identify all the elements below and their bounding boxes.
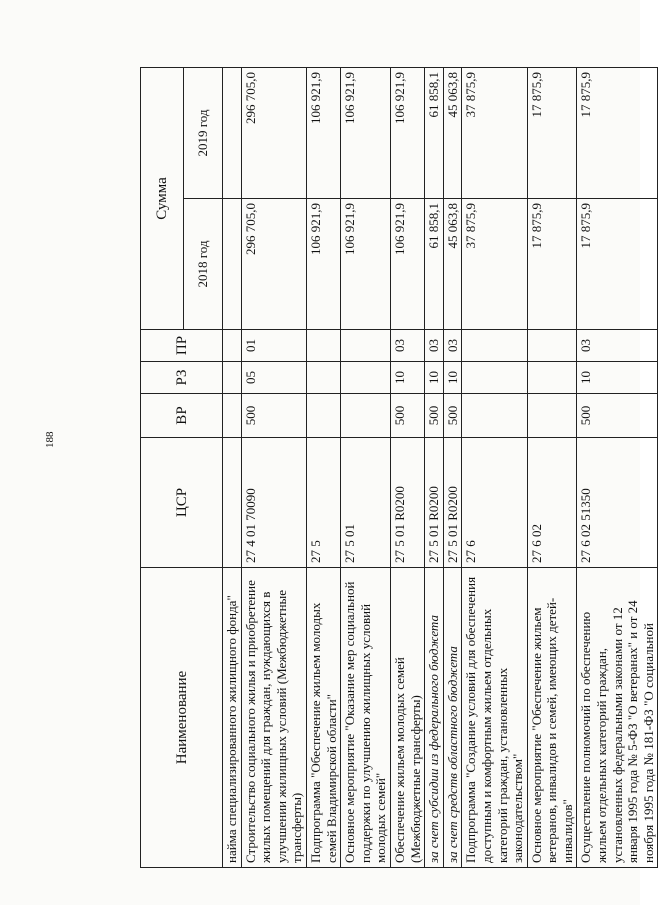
row-csr: 27 5 01 R0200 (443, 438, 462, 568)
row-sum-2019: 17 875,9 (527, 67, 577, 198)
row-name: за счет субсидии из федерального бюджета (425, 568, 444, 868)
row-sum-2019: 45 063,8 (443, 67, 462, 198)
row-vr: 500 (443, 394, 462, 438)
header-sum: Сумма (141, 67, 184, 329)
row-vr (223, 394, 242, 438)
row-sum-2019: 61 858,1 (425, 67, 444, 198)
row-rz (223, 362, 242, 394)
row-csr: 27 6 (462, 438, 527, 568)
table-row (306, 67, 340, 867)
row-pr: 03 (577, 330, 658, 362)
header-2018: 2018 год (184, 199, 223, 330)
row-csr: 27 5 (306, 438, 340, 568)
row-sum-2019: 296 705,0 (241, 67, 306, 198)
table-row (462, 67, 527, 867)
row-rz: 10 (577, 362, 658, 394)
row-rz (341, 362, 391, 394)
row-rz: 10 (390, 362, 424, 394)
row-csr: 27 5 01 (341, 438, 391, 568)
table-row (425, 67, 444, 867)
row-csr: 27 4 01 70090 (241, 438, 306, 568)
row-sum-2018: 17 875,9 (577, 199, 658, 330)
header-2019: 2019 год (184, 67, 223, 198)
table-row (443, 67, 462, 867)
row-sum-2018: 17 875,9 (527, 199, 577, 330)
table-row (577, 67, 658, 867)
row-sum-2018: 106 921,9 (341, 199, 391, 330)
row-sum-2018: 106 921,9 (306, 199, 340, 330)
row-csr (223, 438, 242, 568)
row-pr (527, 330, 577, 362)
row-csr: 27 5 01 R0200 (390, 438, 424, 568)
row-vr (306, 394, 340, 438)
row-sum-2019: 106 921,9 (306, 67, 340, 198)
row-name: Основное мероприятие "Оказание мер социальной поддержки по улучшению жилищных условий молодых семей" (341, 568, 391, 868)
row-sum-2018: 37 875,9 (462, 199, 527, 330)
budget-table-wrapper (140, 68, 656, 868)
table-row (241, 67, 306, 867)
row-sum-2018: 61 858,1 (425, 199, 444, 330)
row-name: Подпрограмма "Создание условий для обеспечения доступным и комфортным жильем отдельных категорий граждан, установленных законодательством" (462, 568, 527, 868)
row-name: Строительство социального жилья и приобретение жилых помещений для граждан, нуждающихся в улучшении жилищных условий (Межбюджетные трансферты) (241, 568, 306, 868)
row-sum-2019: 37 875,9 (462, 67, 527, 198)
row-vr: 500 (425, 394, 444, 438)
row-csr: 27 5 01 R0200 (425, 438, 444, 568)
row-pr (341, 330, 391, 362)
table-row (223, 67, 242, 867)
row-vr: 500 (577, 394, 658, 438)
row-pr: 03 (443, 330, 462, 362)
row-rz (462, 362, 527, 394)
header-pr: ПР (141, 330, 223, 362)
row-name: за счет средств областного бюджета (443, 568, 462, 868)
row-rz: 10 (443, 362, 462, 394)
row-csr: 27 6 02 (527, 438, 577, 568)
row-sum-2018 (223, 199, 242, 330)
row-pr: 01 (241, 330, 306, 362)
page-number: 188 (44, 431, 56, 448)
header-rz: РЗ (141, 362, 223, 394)
row-pr: 03 (390, 330, 424, 362)
row-rz: 05 (241, 362, 306, 394)
row-name: Осуществление полномочий по обеспечению жильем отдельных категорий граждан, установленных федеральными законами от 12 января 1995 года № 5-ФЗ "О ветеранах" и от 24 ноября 1995 года № 181-ФЗ "О социальной (577, 568, 658, 868)
table-row (341, 67, 391, 867)
row-name: Обеспечение жильем молодых семей (Межбюджетные трансферты) (390, 568, 424, 868)
header-csr: ЦСР (141, 438, 223, 568)
row-sum-2019: 106 921,9 (341, 67, 391, 198)
row-sum-2018: 106 921,9 (390, 199, 424, 330)
row-rz (527, 362, 577, 394)
header-name: Наименование (141, 568, 223, 868)
row-pr (223, 330, 242, 362)
row-sum-2018: 296 705,0 (241, 199, 306, 330)
row-pr (462, 330, 527, 362)
budget-table (140, 67, 658, 868)
row-pr (306, 330, 340, 362)
row-name: Подпрограмма "Обеспечение жильем молодых семей Владимирской области" (306, 568, 340, 868)
row-csr: 27 6 02 51350 (577, 438, 658, 568)
row-rz: 10 (425, 362, 444, 394)
row-sum-2019 (223, 67, 242, 198)
table-row (390, 67, 424, 867)
row-name: найма специализированного жилищного фонда" (223, 568, 242, 868)
row-vr: 500 (241, 394, 306, 438)
row-vr (527, 394, 577, 438)
row-sum-2019: 17 875,9 (577, 67, 658, 198)
row-vr: 500 (390, 394, 424, 438)
row-sum-2019: 106 921,9 (390, 67, 424, 198)
row-name: Основное мероприятие "Обеспечение жильем ветеранов, инвалидов и семей, имеющих детей-инвалидов" (527, 568, 577, 868)
table-row (527, 67, 577, 867)
row-pr: 03 (425, 330, 444, 362)
row-sum-2018: 45 063,8 (443, 199, 462, 330)
row-vr (462, 394, 527, 438)
row-vr (341, 394, 391, 438)
header-vr: ВР (141, 394, 223, 438)
row-rz (306, 362, 340, 394)
